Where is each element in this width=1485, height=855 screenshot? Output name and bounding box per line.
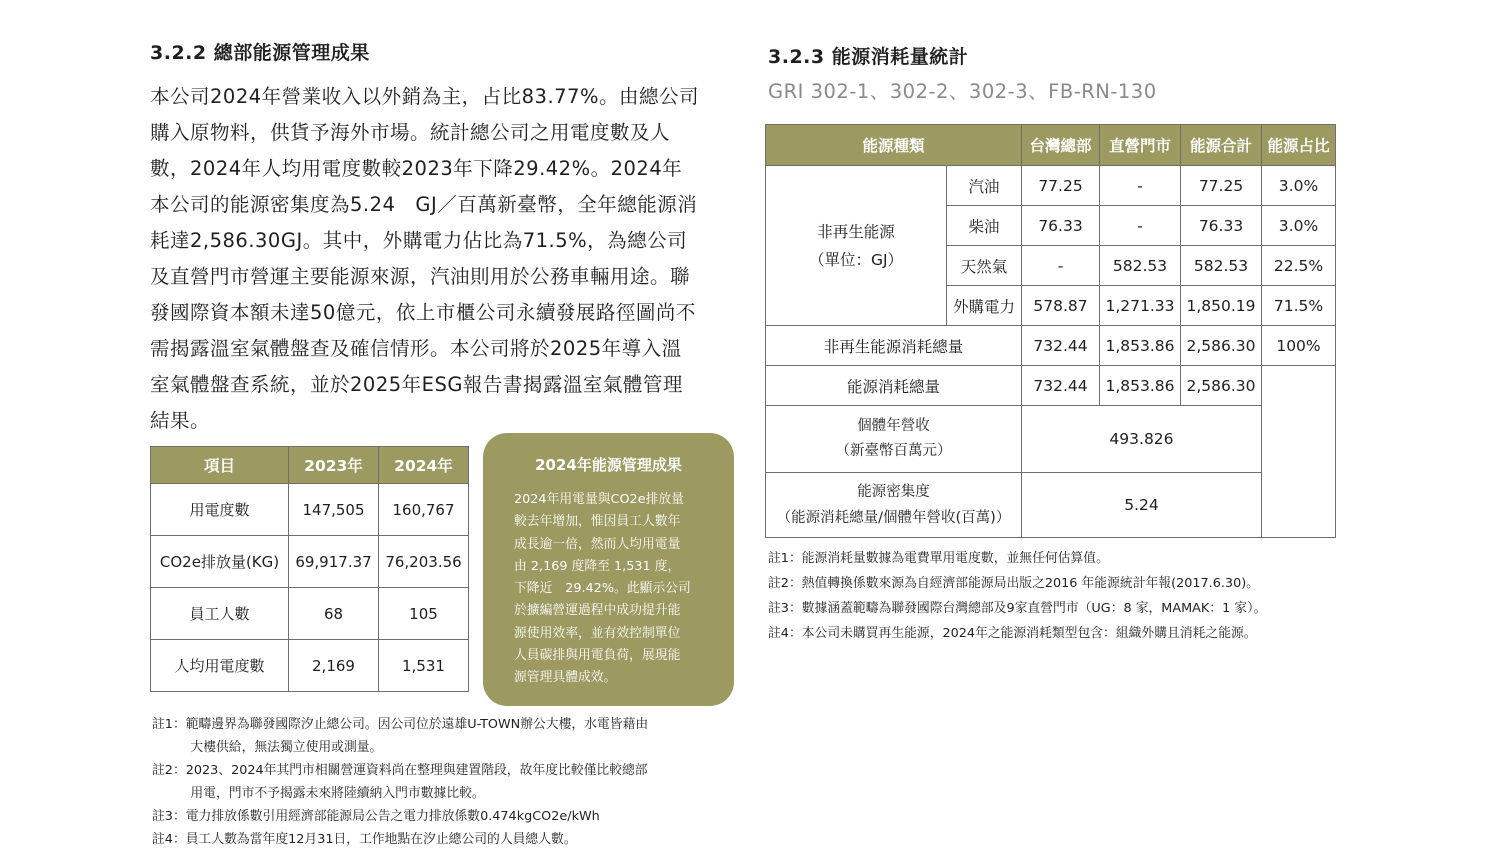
table-header-row: [766, 125, 1336, 166]
table-cell: -: [1022, 246, 1100, 286]
table-cell: 非再生能源消耗總量: [766, 326, 1022, 366]
table-header: 2024年: [379, 447, 469, 484]
table-cell: 能源消耗總量: [766, 366, 1022, 406]
table-row-intensity: [766, 473, 1336, 538]
paragraph-line: 購入原物料，供貨予海外市場。統計總公司之用電度數及人: [150, 121, 671, 144]
group-unit: （單位：GJ）: [808, 250, 904, 269]
revenue-value: 493.826: [1022, 406, 1262, 473]
paragraph-line: 需揭露溫室氣體盤查及確信情形。本公司將於2025年導入溫: [150, 337, 682, 360]
gri-subheading: GRI 302-1、302-2、302-3、FB-RN-130: [768, 80, 1157, 103]
intensity-label-cell: [766, 473, 1022, 538]
note-line: 註4：本公司未購買再生能源，2024年之能源消耗類型包含：組織外購且消耗之能源。: [768, 626, 1257, 641]
table-cell: 732.44: [1022, 326, 1100, 366]
table-cell: 1,850.19: [1181, 286, 1262, 326]
table-row: [151, 640, 469, 692]
table-header: 能源種類: [766, 125, 1022, 166]
table-cell: 76,203.56: [379, 536, 469, 588]
table-cell: 1,853.86: [1100, 326, 1181, 366]
electricity-comparison-table: [150, 446, 469, 692]
energy-management-paragraph: [150, 79, 720, 439]
table-cell: 用電度數: [151, 484, 289, 536]
table-cell: 3.0%: [1262, 166, 1336, 206]
table-cell: 71.5%: [1262, 286, 1336, 326]
callout-line: 於擴編營運過程中成功提升能: [514, 603, 681, 619]
table-cell: 1,271.33: [1100, 286, 1181, 326]
paragraph-line: 發國際資本額未達50億元，依上市櫃公司永續發展路徑圖尚不: [150, 301, 696, 324]
right-notes: [768, 546, 1266, 646]
table-cell: 76.33: [1022, 206, 1100, 246]
callout-line: 成長逾一倍，然而人均用電量: [514, 536, 681, 552]
paragraph-line: 耗達2,586.30GJ。其中，外購電力佔比為71.5%，為總公司: [150, 229, 688, 252]
intensity-label: 能源密集度: [857, 484, 930, 500]
section-heading-energy-management: 3.2.2 總部能源管理成果: [150, 42, 370, 64]
note-line: 註3：數據涵蓋範疇為聯發國際台灣總部及9家直營門市（UG：8 家，MAMAK：1 家）。: [768, 601, 1267, 616]
table-header: 2023年: [289, 447, 379, 484]
table-cell: 578.87: [1022, 286, 1100, 326]
intensity-value: 5.24: [1022, 473, 1262, 538]
table-header: 項目: [151, 447, 289, 484]
callout-line: 較去年增加，惟因員工人數年: [514, 514, 681, 530]
left-notes: [152, 713, 648, 851]
table-cell: 160,767: [379, 484, 469, 536]
table-cell: 柴油: [947, 206, 1022, 246]
note-line: 註1：範疇邊界為聯發國際汐止總公司。因公司位於遠雄U-TOWN辦公大樓，水電皆藉由: [152, 717, 649, 732]
paragraph-line: 本公司2024年營業收入以外銷為主，占比83.77%。由總公司: [150, 85, 699, 108]
table-cell: 人均用電度數: [151, 640, 289, 692]
nonrenewable-group-cell: [766, 166, 947, 326]
table-cell: 天然氣: [947, 246, 1022, 286]
note-line: 註3：電力排放係數引用經濟部能源局公告之電力排放係數0.474kgCO2e/kWh: [152, 809, 600, 824]
callout-line: 2024年用電量與CO2e排放量: [514, 492, 684, 507]
table-cell: 2,586.30: [1181, 366, 1262, 406]
table-row: [766, 166, 1336, 206]
table-header: 能源合計: [1181, 125, 1262, 166]
table-cell: 732.44: [1022, 366, 1100, 406]
table-row: [151, 536, 469, 588]
table-cell: 1,853.86: [1100, 366, 1181, 406]
table-row-energy-total: [766, 366, 1336, 406]
table-cell: 22.5%: [1262, 246, 1336, 286]
note-line: 註4：員工人數為當年度12月31日，工作地點在汐止總公司的人員總人數。: [152, 832, 577, 847]
section-heading-energy-consumption: 3.2.3 能源消耗量統計: [768, 46, 969, 68]
revenue-label-cell: [766, 406, 1022, 473]
revenue-label: 個體年營收: [857, 418, 930, 434]
energy-results-callout: [483, 433, 734, 706]
paragraph-line: 結果。: [150, 409, 211, 432]
paragraph-line: 及直營門市營運主要能源來源，汽油則用於公務車輛用途。聯: [150, 265, 691, 288]
note-line: 註2：2023、2024年其門市相關營運資料尚在整理與建置階段，故年度比較僅比較總部: [152, 763, 648, 778]
table-header: 直營門市: [1100, 125, 1181, 166]
callout-line: 由 2,169 度降至 1,531 度，: [514, 558, 681, 574]
table-row-nonrenewable-total: [766, 326, 1336, 366]
table-cell: 2,586.30: [1181, 326, 1262, 366]
table-row: [151, 484, 469, 536]
table-cell: 3.0%: [1262, 206, 1336, 246]
table-header: 能源占比: [1262, 125, 1336, 166]
callout-title: 2024年能源管理成果: [535, 456, 682, 474]
callout-line: 下降近 29.42%。此顯示公司: [514, 581, 691, 597]
table-row: [151, 588, 469, 640]
table-header-row: [151, 447, 469, 484]
table-cell: 582.53: [1100, 246, 1181, 286]
callout-line: 源管理具體成效。: [514, 670, 617, 686]
revenue-unit: （新臺幣百萬元）: [835, 443, 952, 459]
table-cell: 68: [289, 588, 379, 640]
callout-body: [514, 489, 710, 690]
note-line: 大樓供給，無法獨立使用或測量。: [152, 740, 383, 755]
paragraph-line: 室氣體盤查系統，並於2025年ESG報告書揭露溫室氣體管理: [150, 373, 683, 396]
table-cell: 147,505: [289, 484, 379, 536]
table-cell: 76.33: [1181, 206, 1262, 246]
empty-cell: [1262, 366, 1336, 538]
table-cell: 2,169: [289, 640, 379, 692]
table-cell: 員工人數: [151, 588, 289, 640]
callout-line: 人員碳排與用電負荷，展現能: [514, 648, 681, 664]
group-label: 非再生能源: [817, 222, 895, 241]
paragraph-line: 數，2024年人均用電度數較2023年下降29.42%。2024年: [150, 157, 683, 180]
note-line: 註1：能源消耗量數據為電費單用電度數，並無任何估算值。: [768, 551, 1109, 566]
paragraph-line: 本公司的能源密集度為5.24 GJ／百萬新臺幣，全年總能源消: [150, 193, 698, 216]
table-cell: 100%: [1262, 326, 1336, 366]
table-cell: 汽油: [947, 166, 1022, 206]
energy-consumption-table: [765, 124, 1336, 538]
table-cell: 77.25: [1181, 166, 1262, 206]
table-cell: CO2e排放量(KG): [151, 536, 289, 588]
intensity-formula: （能源消耗總量/個體年營收(百萬)）: [776, 510, 1011, 526]
table-cell: 69,917.37: [289, 536, 379, 588]
table-cell: 1,531: [379, 640, 469, 692]
table-cell: -: [1100, 206, 1181, 246]
table-row-revenue: [766, 406, 1336, 473]
table-cell: 77.25: [1022, 166, 1100, 206]
table-cell: -: [1100, 166, 1181, 206]
note-line: 用電，門市不予揭露未來將陸續納入門市數據比較。: [152, 786, 485, 801]
table-cell: 外購電力: [947, 286, 1022, 326]
table-cell: 582.53: [1181, 246, 1262, 286]
table-cell: 105: [379, 588, 469, 640]
table-header: 台灣總部: [1022, 125, 1100, 166]
callout-line: 源使用效率，並有效控制單位: [514, 625, 681, 641]
note-line: 註2：熱值轉換係數來源為自經濟部能源局出版之2016 年能源統計年報(2017.6.30)。: [768, 576, 1259, 591]
